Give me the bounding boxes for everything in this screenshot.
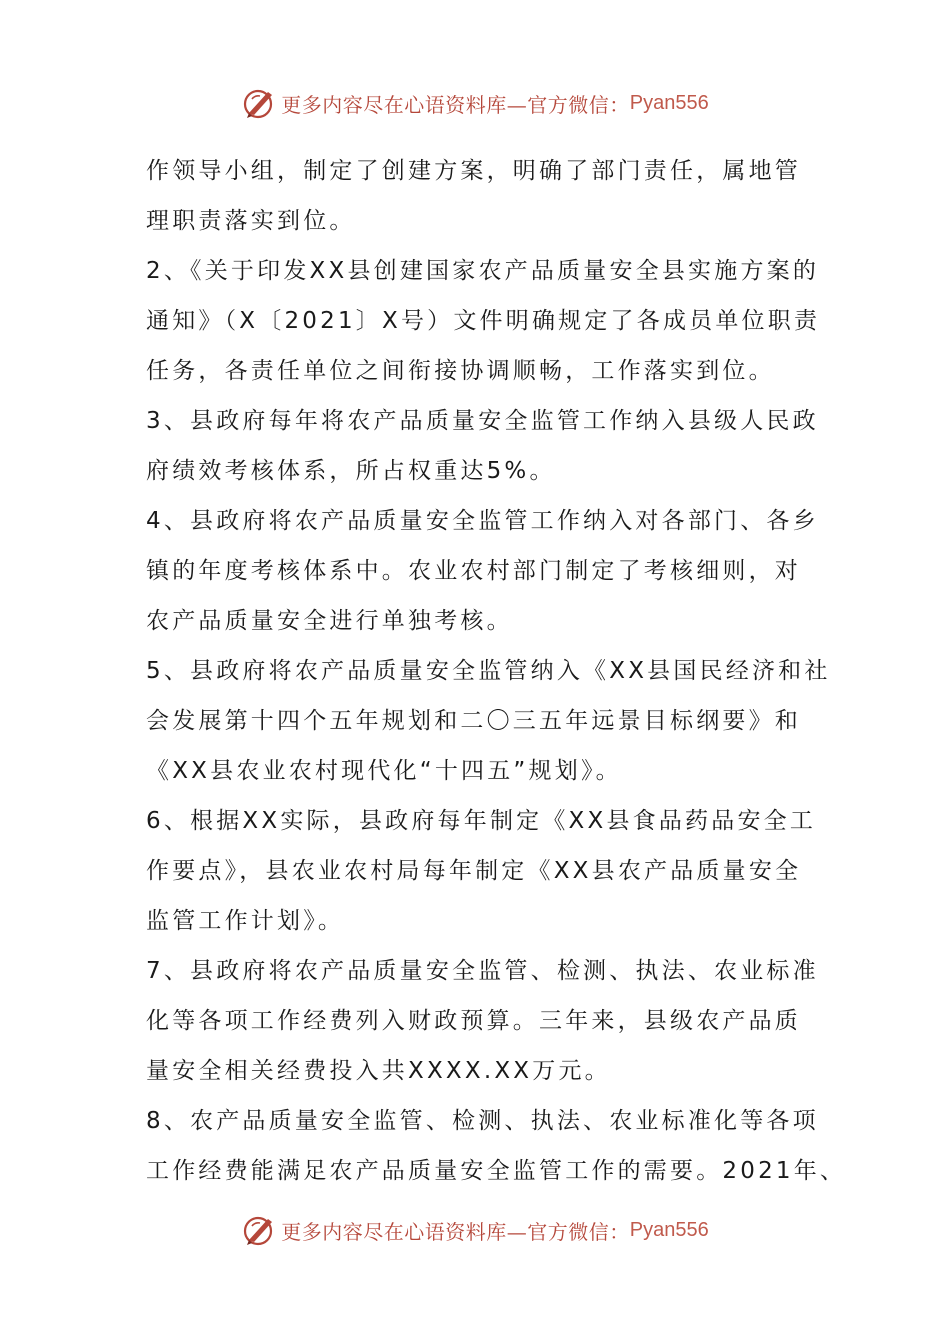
footer-banner-text: 更多内容尽在心语资料库—官方微信： (281, 1219, 630, 1244)
pen-logo-icon (241, 1212, 277, 1248)
text-line: 8、农产品质量安全监管、检测、执法、农业标准化等各项 (146, 1108, 819, 1134)
text-line: 监管工作计划》。 (146, 908, 345, 934)
text-line: 通知》（X〔2021〕X号）文件明确规定了各成员单位职责 (146, 308, 821, 334)
header-banner-text: 更多内容尽在心语资料库—官方微信： (281, 92, 630, 117)
text-line: 作要点》，县农业农村局每年制定《XX县农产品质量安全 (146, 858, 802, 884)
text-line: 镇的年度考核体系中。农业农村部门制定了考核细则，对 (146, 558, 801, 584)
text-line: 5、县政府将农产品质量安全监管纳入《XX县国民经济和社 (146, 658, 831, 684)
text-line: 会发展第十四个五年规划和二〇三五年远景目标纲要》和 (146, 708, 801, 734)
document-body (146, 146, 847, 1196)
footer-watermark-banner (0, 1210, 950, 1250)
text-line: 7、县政府将农产品质量安全监管、检测、执法、农业标准 (146, 958, 819, 984)
text-line: 3、县政府每年将农产品质量安全监管工作纳入县级人民政 (146, 408, 819, 434)
text-line: 《XX县农业农村现代化“十四五”规划》。 (146, 758, 622, 784)
text-line: 农产品质量安全进行单独考核。 (146, 608, 513, 634)
text-line: 4、县政府将农产品质量安全监管工作纳入对各部门、各乡 (146, 508, 819, 534)
text-line: 化等各项工作经费列入财政预算。三年来，县级农产品质 (146, 1008, 801, 1034)
text-line: 工作经费能满足农产品质量安全监管工作的需要。2021年、 (146, 1158, 847, 1184)
text-line: 量安全相关经费投入共XXXX.XX万元。 (146, 1058, 611, 1084)
text-line: 作领导小组，制定了创建方案，明确了部门责任，属地管 (146, 158, 801, 184)
header-banner-handle: Pyan556 (629, 91, 709, 114)
text-line: 2、《关于印发XX县创建国家农产品质量安全县实施方案的 (146, 258, 820, 284)
text-line: 理职责落实到位。 (146, 208, 356, 234)
pen-logo-icon (241, 85, 277, 121)
text-line: 任务，各责任单位之间衔接协调顺畅，工作落实到位。 (146, 358, 775, 384)
header-watermark-banner (0, 83, 950, 123)
footer-banner-handle: Pyan556 (629, 1218, 709, 1241)
text-line: 府绩效考核体系，所占权重达5%。 (146, 458, 556, 484)
text-line: 6、根据XX实际，县政府每年制定《XX县食品药品安全工 (146, 808, 817, 834)
